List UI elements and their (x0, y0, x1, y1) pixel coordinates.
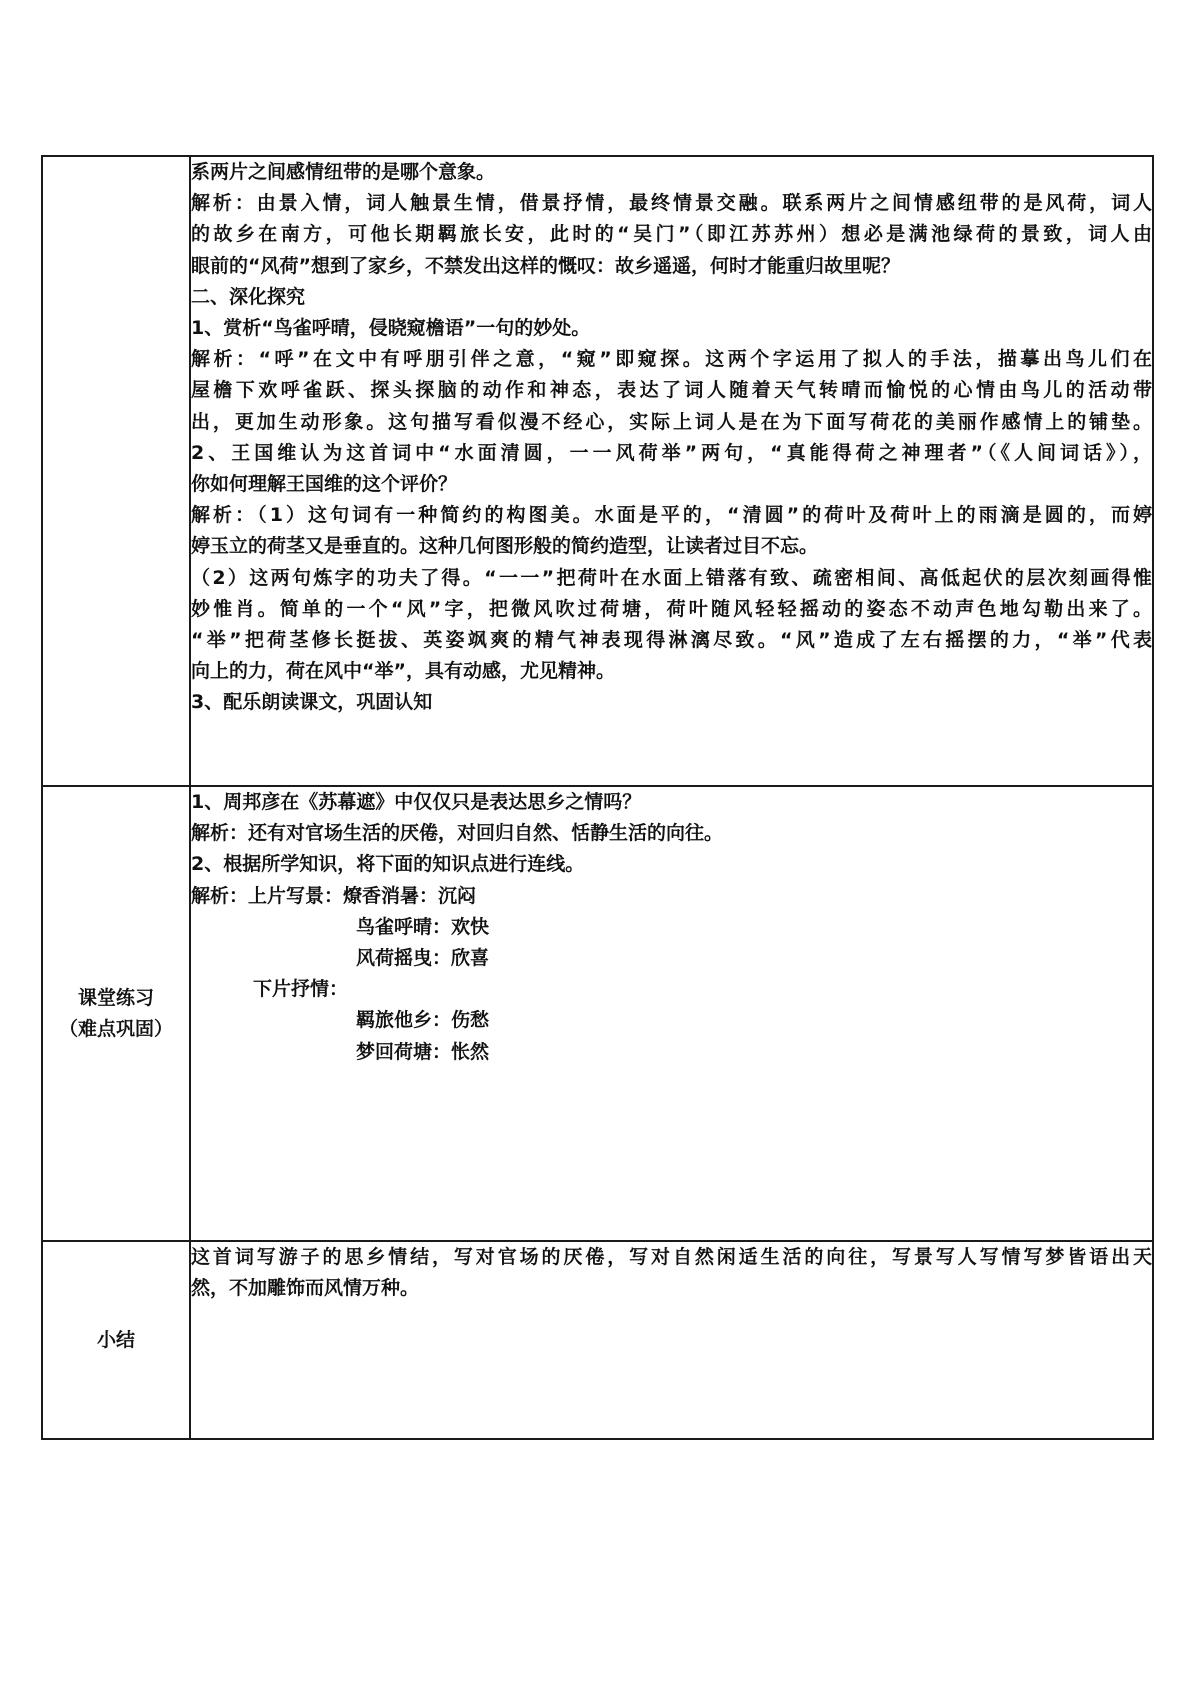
table-row-practice (42, 786, 1153, 1241)
text-line: 向上的力，荷在风中“举”，具有动感，尤见精神。 (191, 660, 615, 683)
row-label-practice (42, 786, 190, 1241)
text-line: 的故乡在南方，可他长期羁旅长安，此时的“吴门”（即江苏苏州）想必是满池绿荷的景致，词人由 (191, 223, 1152, 246)
summary-text: 这首词写游子的思乡情结，写对官场的厌倦，写对自然闲适生活的向往，写景写人写情写梦皆语出天 (191, 1246, 1152, 1268)
table-row-exploration (42, 156, 1153, 786)
text-line: 屋檐下欢呼雀跃、探头探脑的动作和神态，表达了词人随着天气转晴而愉悦的心情由鸟儿的活动带 (191, 379, 1152, 402)
row-label-summary (42, 1241, 190, 1439)
question-text: 你如何理解王国维的这个评价？ (191, 473, 458, 496)
matching-item: 燎香消暑：沉闷 (343, 884, 477, 907)
question-text: 2、王国维认为这首词中“水面清圆，一一风荷举”两句，“真能得荷之神理者”（《人间词话》）， (191, 441, 1152, 464)
text-line: 解析：（1）这句词有一种简约的构图美。水面是平的，“清圆”的荷叶及荷叶上的雨滴是圆的，而婷 (191, 504, 1152, 527)
question-text: 1、赏析“鸟雀呼晴，侵晓窥檐语”一句的妙处。 (191, 317, 591, 340)
practice-content (190, 786, 1153, 1241)
text-line: 眼前的“风荷”想到了家乡，不禁发出这样的慨叹：故乡遥遥，何时才能重归故里呢？ (191, 254, 900, 277)
answer-subheading: 下片抒情： (253, 978, 349, 1001)
section-heading: 二、深化探究 (191, 285, 306, 308)
question-text: 3、配乐朗读课文，巩固认知 (191, 691, 433, 714)
answer-line (191, 881, 1152, 912)
exploration-content (190, 156, 1153, 786)
table-row-summary (42, 1241, 1153, 1439)
summary-content (190, 1241, 1153, 1439)
text-line: 婷玉立的荷茎又是垂直的。这种几何图形般的简约造型，让读者过目不忘。 (191, 535, 819, 558)
text-line: 出，更加生动形象。这句描写看似漫不经心，实际上词人是在为下面写荷花的美丽作感情上的铺垫。 (191, 410, 1152, 433)
text-line: 系两片之间感情纽带的是哪个意象。 (191, 161, 496, 183)
label-line: 小结 (96, 1328, 135, 1351)
text-line: “举”把荷茎修长挺拔、英姿飒爽的精气神表现得淋漓尽致。“风”造成了左右摇摆的力，“举”代表 (191, 629, 1152, 652)
label-line: （难点巩固） (58, 1017, 173, 1040)
text-line: 妙惟肖。简单的一个“风”字，把微风吹过荷塘，荷叶随风轻轻摇动的姿态不动声色地勾勒出来了。 (191, 597, 1152, 620)
summary-text: 然，不加雕饰而风情万种。 (191, 1277, 420, 1300)
answer-text: 解析：还有对官场生活的厌倦，对回归自然、恬静生活的向往。 (191, 822, 724, 845)
text-line: 解析：由景入情，词人触景生情，借景抒情，最终情景交融。联系两片之间情感纽带的是风荷，词人 (191, 192, 1152, 215)
text-line: 解析：“呼”在文中有呼朋引伴之意，“窥”即窥探。这两个字运用了拟人的手法，描摹出鸟儿们在 (191, 348, 1152, 371)
question-text: 2、根据所学知识，将下面的知识点进行连线。 (191, 853, 585, 876)
matching-item: 鸟雀呼晴：欢快 (356, 915, 490, 938)
row-label-empty (42, 156, 190, 786)
label-line: 课堂练习 (77, 986, 154, 1009)
matching-item: 梦回荷塘：怅然 (356, 1040, 490, 1063)
matching-item: 羁旅他乡：伤愁 (356, 1009, 490, 1032)
matching-item: 风荷摇曳：欣喜 (356, 947, 490, 970)
question-text: 1、周邦彦在《苏幕遮》中仅仅只是表达思乡之情吗？ (191, 791, 642, 813)
answer-prefix: 解析：上片写景： (191, 884, 344, 907)
text-line: （2）这两句炼字的功夫了得。“一一”把荷叶在水面上错落有致、疏密相间、高低起伏的层次刻画得惟 (191, 566, 1152, 589)
lesson-plan-table (41, 155, 1154, 1440)
